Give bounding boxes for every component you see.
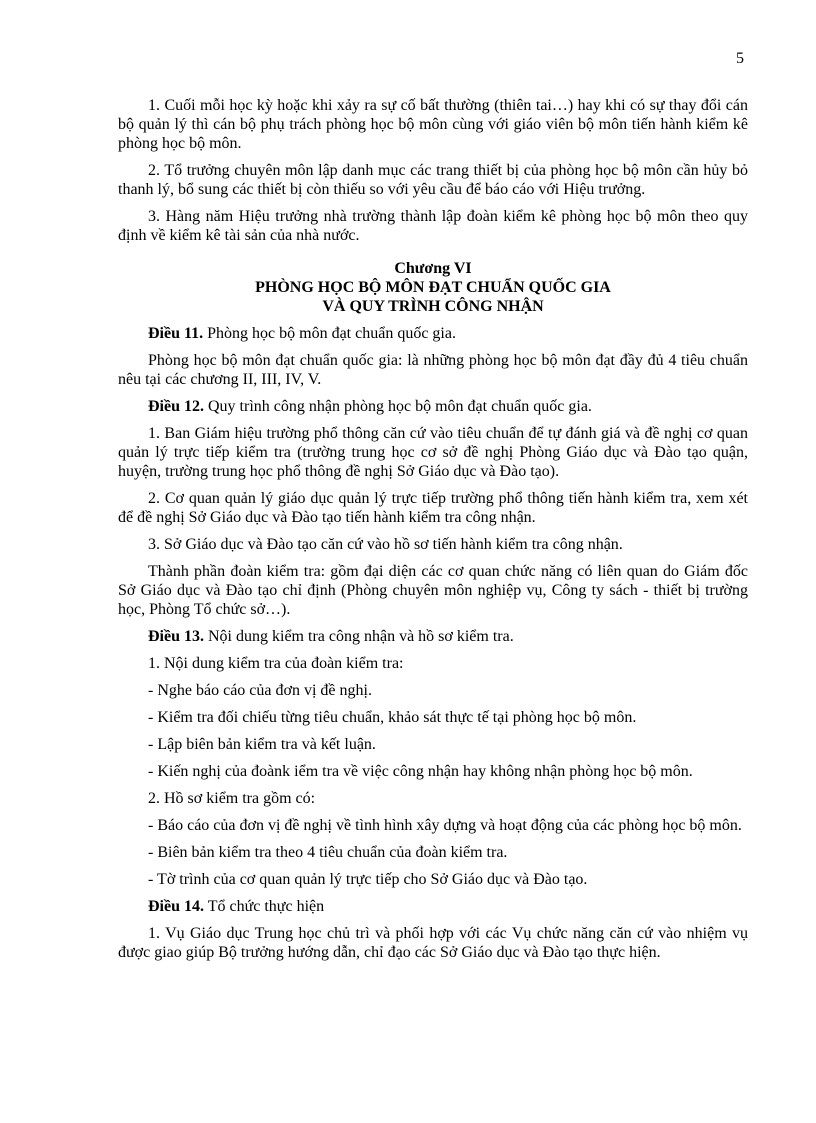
paragraph: 3. Hàng năm Hiệu trưởng nhà trường thành lập đoàn kiểm kê phòng học bộ môn theo quy định về kiểm kê tài sản của nhà nước. <box>118 208 748 244</box>
article-title: Nội dung kiểm tra công nhận và hồ sơ kiểm tra. <box>204 628 514 645</box>
paragraph: - Biên bản kiểm tra theo 4 tiêu chuẩn của đoàn kiểm tra. <box>148 844 508 861</box>
paragraph: 2. Hồ sơ kiểm tra gồm có: <box>148 790 316 807</box>
paragraph: 1. Ban Giám hiệu trường phổ thông căn cứ vào tiêu chuẩn để tự đánh giá và đề nghị cơ quan quản lý trực tiếp kiểm tra (trường trung học cơ sở đề nghị Phòng Giáo dục và Đào tạo quận, huyện, trường trung học phổ thông đề nghị Sở Giáo dục và Đào tạo). <box>118 425 748 480</box>
paragraph: - Tờ trình của cơ quan quản lý trực tiếp cho Sở Giáo dục và Đào tạo. <box>148 871 588 888</box>
article-number: Điều 14. <box>148 898 204 915</box>
paragraph: Thành phần đoàn kiểm tra: gồm đại diện các cơ quan chức năng có liên quan do Giám đốc Sở Giáo dục và Đào tạo chỉ định (Phòng chuyên môn nghiệp vụ, Công ty sách - thiết bị trường học, Phòng Tổ chức sở…). <box>118 563 748 618</box>
article-number: Điều 12. <box>148 398 204 415</box>
paragraph: 1. Vụ Giáo dục Trung học chủ trì và phối hợp với các Vụ chức năng căn cứ vào nhiệm vụ được giao giúp Bộ trưởng hướng dẫn, chỉ đạo các Sở Giáo dục và Đào tạo thực hiện. <box>118 925 748 961</box>
article-13-heading <box>118 627 748 646</box>
paragraph: 1. Cuối mỗi học kỳ hoặc khi xảy ra sự cố bất thường (thiên tai…) hay khi có sự thay đổi cán bộ quản lý thì cán bộ phụ trách phòng học bộ môn cùng với giáo viên bộ môn tiến hành kiểm kê phòng học bộ môn. <box>118 97 748 152</box>
paragraph: - Báo cáo của đơn vị đề nghị về tình hình xây dựng và hoạt động của các phòng học bộ môn. <box>148 817 742 834</box>
paragraph: 3. Sở Giáo dục và Đào tạo căn cứ vào hồ sơ tiến hành kiểm tra công nhận. <box>148 536 623 553</box>
article-number: Điều 13. <box>148 628 204 645</box>
paragraph: - Kiến nghị của đoànk iểm tra về việc công nhận hay không nhận phòng học bộ môn. <box>148 763 693 780</box>
chapter-title-line1: PHÒNG HỌC BỘ MÔN ĐẠT CHUẨN QUỐC GIA <box>255 279 611 296</box>
paragraph: 2. Cơ quan quản lý giáo dục quản lý trực tiếp trường phổ thông tiến hành kiểm tra, xem xét để đề nghị Sở Giáo dục và Đào tạo tiến hành kiểm tra công nhận. <box>118 490 748 526</box>
article-number: Điều 11. <box>148 325 204 342</box>
article-11-heading <box>118 324 748 343</box>
article-14-heading <box>118 897 748 916</box>
chapter-title-line2: VÀ QUY TRÌNH CÔNG NHẬN <box>322 298 544 315</box>
article-12-heading <box>118 397 748 416</box>
paragraph: 2. Tổ trưởng chuyên môn lập danh mục các trang thiết bị của phòng học bộ môn cần hủy bỏ thanh lý, bổ sung các thiết bị còn thiếu so với yêu cầu để báo cáo với Hiệu trưởng. <box>118 162 748 198</box>
paragraph: - Nghe báo cáo của đơn vị đề nghị. <box>148 682 372 699</box>
chapter-number: Chương VI <box>394 260 472 277</box>
chapter-heading <box>118 259 748 316</box>
paragraph: 1. Nội dung kiểm tra của đoàn kiểm tra: <box>148 655 404 672</box>
document-body <box>118 96 748 970</box>
article-title: Quy trình công nhận phòng học bộ môn đạt chuẩn quốc gia. <box>204 398 592 415</box>
paragraph: Phòng học bộ môn đạt chuẩn quốc gia: là những phòng học bộ môn đạt đầy đủ 4 tiêu chuẩn nêu tại các chương II, III, IV, V. <box>118 352 748 388</box>
article-title: Phòng học bộ môn đạt chuẩn quốc gia. <box>203 325 456 342</box>
paragraph: - Kiểm tra đối chiếu từng tiêu chuẩn, khảo sát thực tế tại phòng học bộ môn. <box>148 709 637 726</box>
article-title: Tổ chức thực hiện <box>204 898 325 915</box>
paragraph: - Lập biên bản kiểm tra và kết luận. <box>148 736 376 753</box>
page-number: 5 <box>736 50 744 67</box>
